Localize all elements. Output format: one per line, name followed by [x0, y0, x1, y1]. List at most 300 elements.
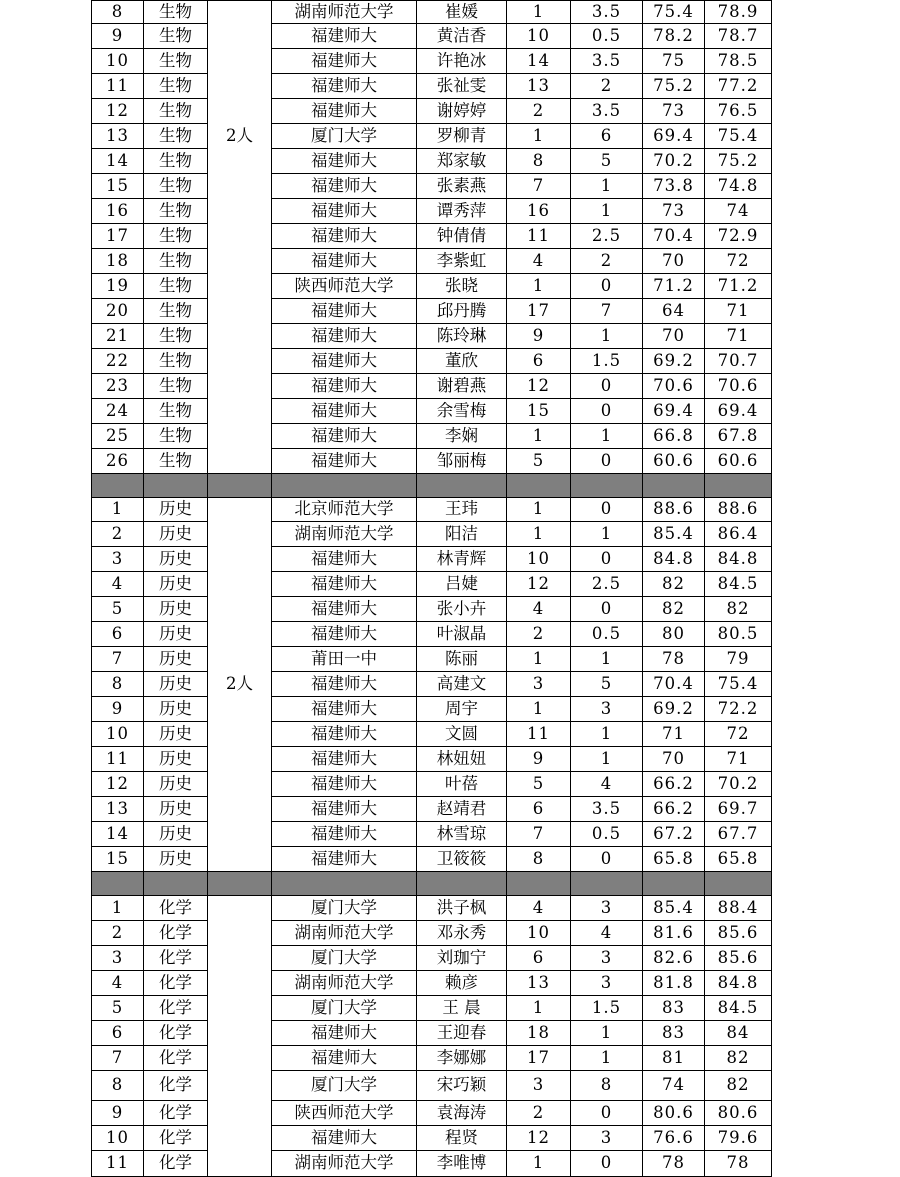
rank-cell: 7 [507, 822, 571, 847]
rank-cell: 1 [507, 124, 571, 149]
row-number-cell: 2 [92, 921, 144, 946]
separator-cell [272, 474, 417, 498]
subject-cell: 生物 [144, 74, 208, 99]
table-row [92, 498, 772, 522]
quota-gap-cell [208, 921, 272, 946]
total-cell: 70.2 [705, 772, 772, 797]
school-cell: 福建师大 [272, 224, 417, 249]
score-cell: 66.2 [643, 772, 705, 797]
table-row [92, 349, 772, 374]
row-number-cell: 7 [92, 1046, 144, 1071]
quota-gap-cell [208, 399, 272, 424]
school-cell: 福建师大 [272, 449, 417, 474]
name-cell: 李娜娜 [417, 1046, 507, 1071]
quota-gap-cell [208, 349, 272, 374]
subject-cell: 历史 [144, 547, 208, 572]
rank-cell: 12 [507, 572, 571, 597]
name-cell: 赖彦 [417, 971, 507, 996]
school-cell: 福建师大 [272, 822, 417, 847]
score-cell: 78 [643, 1151, 705, 1177]
name-cell: 刘珈宁 [417, 946, 507, 971]
quota-gap-cell [208, 249, 272, 274]
school-cell: 厦门大学 [272, 896, 417, 921]
school-cell: 福建师大 [272, 149, 417, 174]
table-row [92, 971, 772, 996]
row-number-cell: 24 [92, 399, 144, 424]
bonus-cell: 0 [571, 498, 643, 522]
rank-cell: 2 [507, 99, 571, 124]
table-row [92, 647, 772, 672]
quota-gap-cell [208, 224, 272, 249]
row-number-cell: 11 [92, 74, 144, 99]
rank-cell: 1 [507, 647, 571, 672]
total-cell: 71 [705, 324, 772, 349]
name-cell: 文圆 [417, 722, 507, 747]
table-row [92, 1021, 772, 1046]
school-cell: 福建师大 [272, 424, 417, 449]
table-row [92, 1101, 772, 1126]
school-cell: 福建师大 [272, 547, 417, 572]
name-cell: 郑家敏 [417, 149, 507, 174]
score-cell: 84.8 [643, 547, 705, 572]
name-cell: 张小卉 [417, 597, 507, 622]
row-number-cell: 23 [92, 374, 144, 399]
row-number-cell: 7 [92, 647, 144, 672]
score-cell: 81.6 [643, 921, 705, 946]
bonus-cell: 5 [571, 672, 643, 697]
bonus-cell: 0.5 [571, 24, 643, 49]
quota-gap-cell [208, 24, 272, 49]
table-row [92, 174, 772, 199]
total-cell: 78 [705, 1151, 772, 1177]
name-cell: 王 晨 [417, 996, 507, 1021]
name-cell: 李紫虹 [417, 249, 507, 274]
subject-cell: 历史 [144, 847, 208, 872]
score-cell: 82 [643, 597, 705, 622]
rank-cell: 16 [507, 199, 571, 224]
subject-cell: 历史 [144, 797, 208, 822]
school-cell: 福建师大 [272, 672, 417, 697]
score-cell: 70 [643, 324, 705, 349]
table-row [92, 1046, 772, 1071]
school-cell: 湖南师范大学 [272, 1151, 417, 1177]
table-row [92, 996, 772, 1021]
table-row [92, 224, 772, 249]
row-number-cell: 4 [92, 572, 144, 597]
rank-cell: 1 [507, 274, 571, 299]
total-cell: 71 [705, 299, 772, 324]
row-number-cell: 8 [92, 1071, 144, 1101]
bonus-cell: 0.5 [571, 622, 643, 647]
quota-gap-cell [208, 324, 272, 349]
row-number-cell: 9 [92, 697, 144, 722]
rank-cell: 1 [507, 498, 571, 522]
separator-cell [705, 474, 772, 498]
section-separator-row [92, 872, 772, 896]
rank-cell: 10 [507, 24, 571, 49]
score-cell: 69.2 [643, 349, 705, 374]
bonus-cell: 2.5 [571, 224, 643, 249]
score-cell: 73.8 [643, 174, 705, 199]
row-number-cell: 9 [92, 24, 144, 49]
total-cell: 85.6 [705, 946, 772, 971]
rank-cell: 10 [507, 921, 571, 946]
rank-cell: 11 [507, 722, 571, 747]
bonus-cell: 0 [571, 449, 643, 474]
name-cell: 陈玲琳 [417, 324, 507, 349]
score-cell: 74 [643, 1071, 705, 1101]
row-number-cell: 18 [92, 249, 144, 274]
score-table [91, 0, 772, 1177]
name-cell: 李唯博 [417, 1151, 507, 1177]
name-cell: 邹丽梅 [417, 449, 507, 474]
quota-gap-cell [208, 896, 272, 921]
quota-gap-cell [208, 772, 272, 797]
total-cell: 79 [705, 647, 772, 672]
quota-gap-cell [208, 424, 272, 449]
bonus-cell: 0 [571, 374, 643, 399]
row-number-cell: 13 [92, 797, 144, 822]
bonus-cell: 1 [571, 1046, 643, 1071]
quota-gap-cell [208, 946, 272, 971]
subject-cell: 生物 [144, 449, 208, 474]
total-cell: 82 [705, 597, 772, 622]
rank-cell: 1 [507, 697, 571, 722]
total-cell: 72.9 [705, 224, 772, 249]
name-cell: 陈丽 [417, 647, 507, 672]
total-cell: 71 [705, 747, 772, 772]
bonus-cell: 0.5 [571, 822, 643, 847]
bonus-cell: 3 [571, 896, 643, 921]
school-cell: 湖南师范大学 [272, 522, 417, 547]
row-number-cell: 1 [92, 498, 144, 522]
table-row [92, 74, 772, 99]
total-cell: 72 [705, 249, 772, 274]
table-row [92, 49, 772, 74]
total-cell: 72.2 [705, 697, 772, 722]
name-cell: 钟倩倩 [417, 224, 507, 249]
rank-cell: 1 [507, 1, 571, 24]
subject-cell: 化学 [144, 946, 208, 971]
name-cell: 林青辉 [417, 547, 507, 572]
rank-cell: 9 [507, 324, 571, 349]
total-cell: 78.5 [705, 49, 772, 74]
quota-gap-cell [208, 522, 272, 547]
score-cell: 67.2 [643, 822, 705, 847]
bonus-cell: 4 [571, 921, 643, 946]
bonus-cell: 0 [571, 547, 643, 572]
school-cell: 福建师大 [272, 199, 417, 224]
name-cell: 高建文 [417, 672, 507, 697]
total-cell: 67.7 [705, 822, 772, 847]
separator-cell [571, 872, 643, 896]
bonus-cell: 7 [571, 299, 643, 324]
bonus-cell: 0 [571, 274, 643, 299]
total-cell: 79.6 [705, 1126, 772, 1151]
row-number-cell: 3 [92, 946, 144, 971]
total-cell: 88.6 [705, 498, 772, 522]
table-row [92, 399, 772, 424]
school-cell: 福建师大 [272, 622, 417, 647]
rank-cell: 17 [507, 299, 571, 324]
score-cell: 73 [643, 199, 705, 224]
score-cell: 73 [643, 99, 705, 124]
rank-cell: 8 [507, 847, 571, 872]
row-number-cell: 5 [92, 996, 144, 1021]
school-cell: 湖南师范大学 [272, 971, 417, 996]
subject-cell: 生物 [144, 49, 208, 74]
table-row [92, 149, 772, 174]
name-cell: 黄洁香 [417, 24, 507, 49]
bonus-cell: 3 [571, 946, 643, 971]
total-cell: 88.4 [705, 896, 772, 921]
subject-cell: 生物 [144, 124, 208, 149]
quota-gap-cell [208, 722, 272, 747]
quota-gap-cell [208, 498, 272, 522]
score-cell: 70 [643, 747, 705, 772]
name-cell: 叶蓓 [417, 772, 507, 797]
table-row [92, 424, 772, 449]
quota-gap-cell [208, 274, 272, 299]
school-cell: 陕西师范大学 [272, 274, 417, 299]
name-cell: 叶淑晶 [417, 622, 507, 647]
table-row [92, 797, 772, 822]
quota-gap-cell [208, 1101, 272, 1126]
section-separator-row [92, 474, 772, 498]
rank-cell: 4 [507, 896, 571, 921]
name-cell: 张晓 [417, 274, 507, 299]
total-cell: 84 [705, 1021, 772, 1046]
school-cell: 莆田一中 [272, 647, 417, 672]
subject-cell: 生物 [144, 224, 208, 249]
score-cell: 69.4 [643, 124, 705, 149]
subject-cell: 历史 [144, 747, 208, 772]
table-row [92, 374, 772, 399]
bonus-cell: 1 [571, 647, 643, 672]
subject-cell: 化学 [144, 996, 208, 1021]
quota-gap-cell [208, 971, 272, 996]
table-row [92, 946, 772, 971]
school-cell: 福建师大 [272, 74, 417, 99]
subject-cell: 生物 [144, 374, 208, 399]
score-cell: 75.2 [643, 74, 705, 99]
row-number-cell: 12 [92, 99, 144, 124]
bonus-cell: 3 [571, 971, 643, 996]
table-row [92, 124, 772, 149]
subject-cell: 化学 [144, 1021, 208, 1046]
table-row [92, 896, 772, 921]
score-cell: 83 [643, 1021, 705, 1046]
score-cell: 78 [643, 647, 705, 672]
total-cell: 70.6 [705, 374, 772, 399]
separator-cell [92, 872, 144, 896]
bonus-cell: 1 [571, 174, 643, 199]
bonus-cell: 1 [571, 522, 643, 547]
subject-cell: 历史 [144, 722, 208, 747]
rank-cell: 4 [507, 597, 571, 622]
total-cell: 82 [705, 1046, 772, 1071]
quota-gap-cell [208, 572, 272, 597]
name-cell: 余雪梅 [417, 399, 507, 424]
quota-gap-cell [208, 647, 272, 672]
score-cell: 81 [643, 1046, 705, 1071]
table-row [92, 847, 772, 872]
row-number-cell: 26 [92, 449, 144, 474]
rank-cell: 1 [507, 1151, 571, 1177]
bonus-cell: 1 [571, 199, 643, 224]
rank-cell: 1 [507, 424, 571, 449]
name-cell: 林妞妞 [417, 747, 507, 772]
total-cell: 80.6 [705, 1101, 772, 1126]
separator-cell [92, 474, 144, 498]
name-cell: 卫筱筱 [417, 847, 507, 872]
subject-cell: 历史 [144, 498, 208, 522]
quota-gap-cell [208, 1071, 272, 1101]
total-cell: 74.8 [705, 174, 772, 199]
school-cell: 福建师大 [272, 847, 417, 872]
table-row [92, 99, 772, 124]
separator-cell [144, 872, 208, 896]
name-cell: 张素燕 [417, 174, 507, 199]
subject-cell: 生物 [144, 1, 208, 24]
school-cell: 厦门大学 [272, 946, 417, 971]
rank-cell: 5 [507, 772, 571, 797]
name-cell: 张祉雯 [417, 74, 507, 99]
score-cell: 71.2 [643, 274, 705, 299]
school-cell: 福建师大 [272, 324, 417, 349]
table-row [92, 24, 772, 49]
school-cell: 福建师大 [272, 747, 417, 772]
rank-cell: 7 [507, 174, 571, 199]
rank-cell: 4 [507, 249, 571, 274]
score-cell: 82.6 [643, 946, 705, 971]
total-cell: 75.4 [705, 672, 772, 697]
rank-cell: 18 [507, 1021, 571, 1046]
bonus-cell: 3 [571, 697, 643, 722]
school-cell: 福建师大 [272, 722, 417, 747]
rank-cell: 6 [507, 797, 571, 822]
separator-cell [208, 872, 272, 896]
quota-gap-cell [208, 299, 272, 324]
row-number-cell: 3 [92, 547, 144, 572]
name-cell: 袁海涛 [417, 1101, 507, 1126]
name-cell: 吕婕 [417, 572, 507, 597]
table-row [92, 921, 772, 946]
score-cell: 70 [643, 249, 705, 274]
separator-cell [417, 872, 507, 896]
name-cell: 邱丹腾 [417, 299, 507, 324]
school-cell: 湖南师范大学 [272, 1, 417, 24]
subject-cell: 历史 [144, 822, 208, 847]
score-cell: 69.2 [643, 697, 705, 722]
bonus-cell: 8 [571, 1071, 643, 1101]
score-cell: 85.4 [643, 896, 705, 921]
row-number-cell: 4 [92, 971, 144, 996]
school-cell: 厦门大学 [272, 1071, 417, 1101]
score-cell: 64 [643, 299, 705, 324]
score-cell: 69.4 [643, 399, 705, 424]
total-cell: 84.8 [705, 547, 772, 572]
row-number-cell: 25 [92, 424, 144, 449]
score-cell: 66.8 [643, 424, 705, 449]
rank-cell: 15 [507, 399, 571, 424]
quota-gap-cell [208, 797, 272, 822]
school-cell: 福建师大 [272, 174, 417, 199]
subject-cell: 历史 [144, 672, 208, 697]
rank-cell: 2 [507, 1101, 571, 1126]
table-row [92, 597, 772, 622]
score-cell: 70.4 [643, 224, 705, 249]
rank-cell: 9 [507, 747, 571, 772]
subject-cell: 化学 [144, 896, 208, 921]
school-cell: 福建师大 [272, 772, 417, 797]
table-row [92, 572, 772, 597]
school-cell: 福建师大 [272, 597, 417, 622]
school-cell: 福建师大 [272, 1021, 417, 1046]
subject-cell: 生物 [144, 174, 208, 199]
name-cell: 崔媛 [417, 1, 507, 24]
total-cell: 84.5 [705, 572, 772, 597]
score-cell: 70.6 [643, 374, 705, 399]
quota-gap-cell [208, 547, 272, 572]
rank-cell: 5 [507, 449, 571, 474]
total-cell: 82 [705, 1071, 772, 1101]
name-cell: 谭秀萍 [417, 199, 507, 224]
school-cell: 福建师大 [272, 349, 417, 374]
quota-gap-cell [208, 99, 272, 124]
rank-cell: 8 [507, 149, 571, 174]
school-cell: 福建师大 [272, 1126, 417, 1151]
quota-gap-cell [208, 747, 272, 772]
school-cell: 北京师范大学 [272, 498, 417, 522]
total-cell: 78.9 [705, 1, 772, 24]
table-row [92, 772, 772, 797]
bonus-cell: 5 [571, 149, 643, 174]
table-row [92, 199, 772, 224]
rank-cell: 2 [507, 622, 571, 647]
bonus-cell: 1 [571, 722, 643, 747]
bonus-cell: 1 [571, 424, 643, 449]
name-cell: 董欣 [417, 349, 507, 374]
row-number-cell: 11 [92, 1151, 144, 1177]
total-cell: 69.7 [705, 797, 772, 822]
name-cell: 宋巧颖 [417, 1071, 507, 1101]
score-cell: 66.2 [643, 797, 705, 822]
quota-gap-cell [208, 49, 272, 74]
school-cell: 福建师大 [272, 249, 417, 274]
separator-cell [507, 474, 571, 498]
rank-cell: 1 [507, 522, 571, 547]
score-cell: 88.6 [643, 498, 705, 522]
name-cell: 邓永秀 [417, 921, 507, 946]
row-number-cell: 14 [92, 149, 144, 174]
score-cell: 78.2 [643, 24, 705, 49]
school-cell: 福建师大 [272, 797, 417, 822]
score-cell: 76.6 [643, 1126, 705, 1151]
bonus-cell: 3.5 [571, 49, 643, 74]
name-cell: 李娴 [417, 424, 507, 449]
bonus-cell: 0 [571, 1101, 643, 1126]
rank-cell: 12 [507, 1126, 571, 1151]
row-number-cell: 10 [92, 49, 144, 74]
rank-cell: 6 [507, 946, 571, 971]
subject-cell: 化学 [144, 1046, 208, 1071]
row-number-cell: 13 [92, 124, 144, 149]
subject-cell: 生物 [144, 349, 208, 374]
row-number-cell: 15 [92, 847, 144, 872]
quota-gap-cell [208, 449, 272, 474]
bonus-cell: 3.5 [571, 99, 643, 124]
